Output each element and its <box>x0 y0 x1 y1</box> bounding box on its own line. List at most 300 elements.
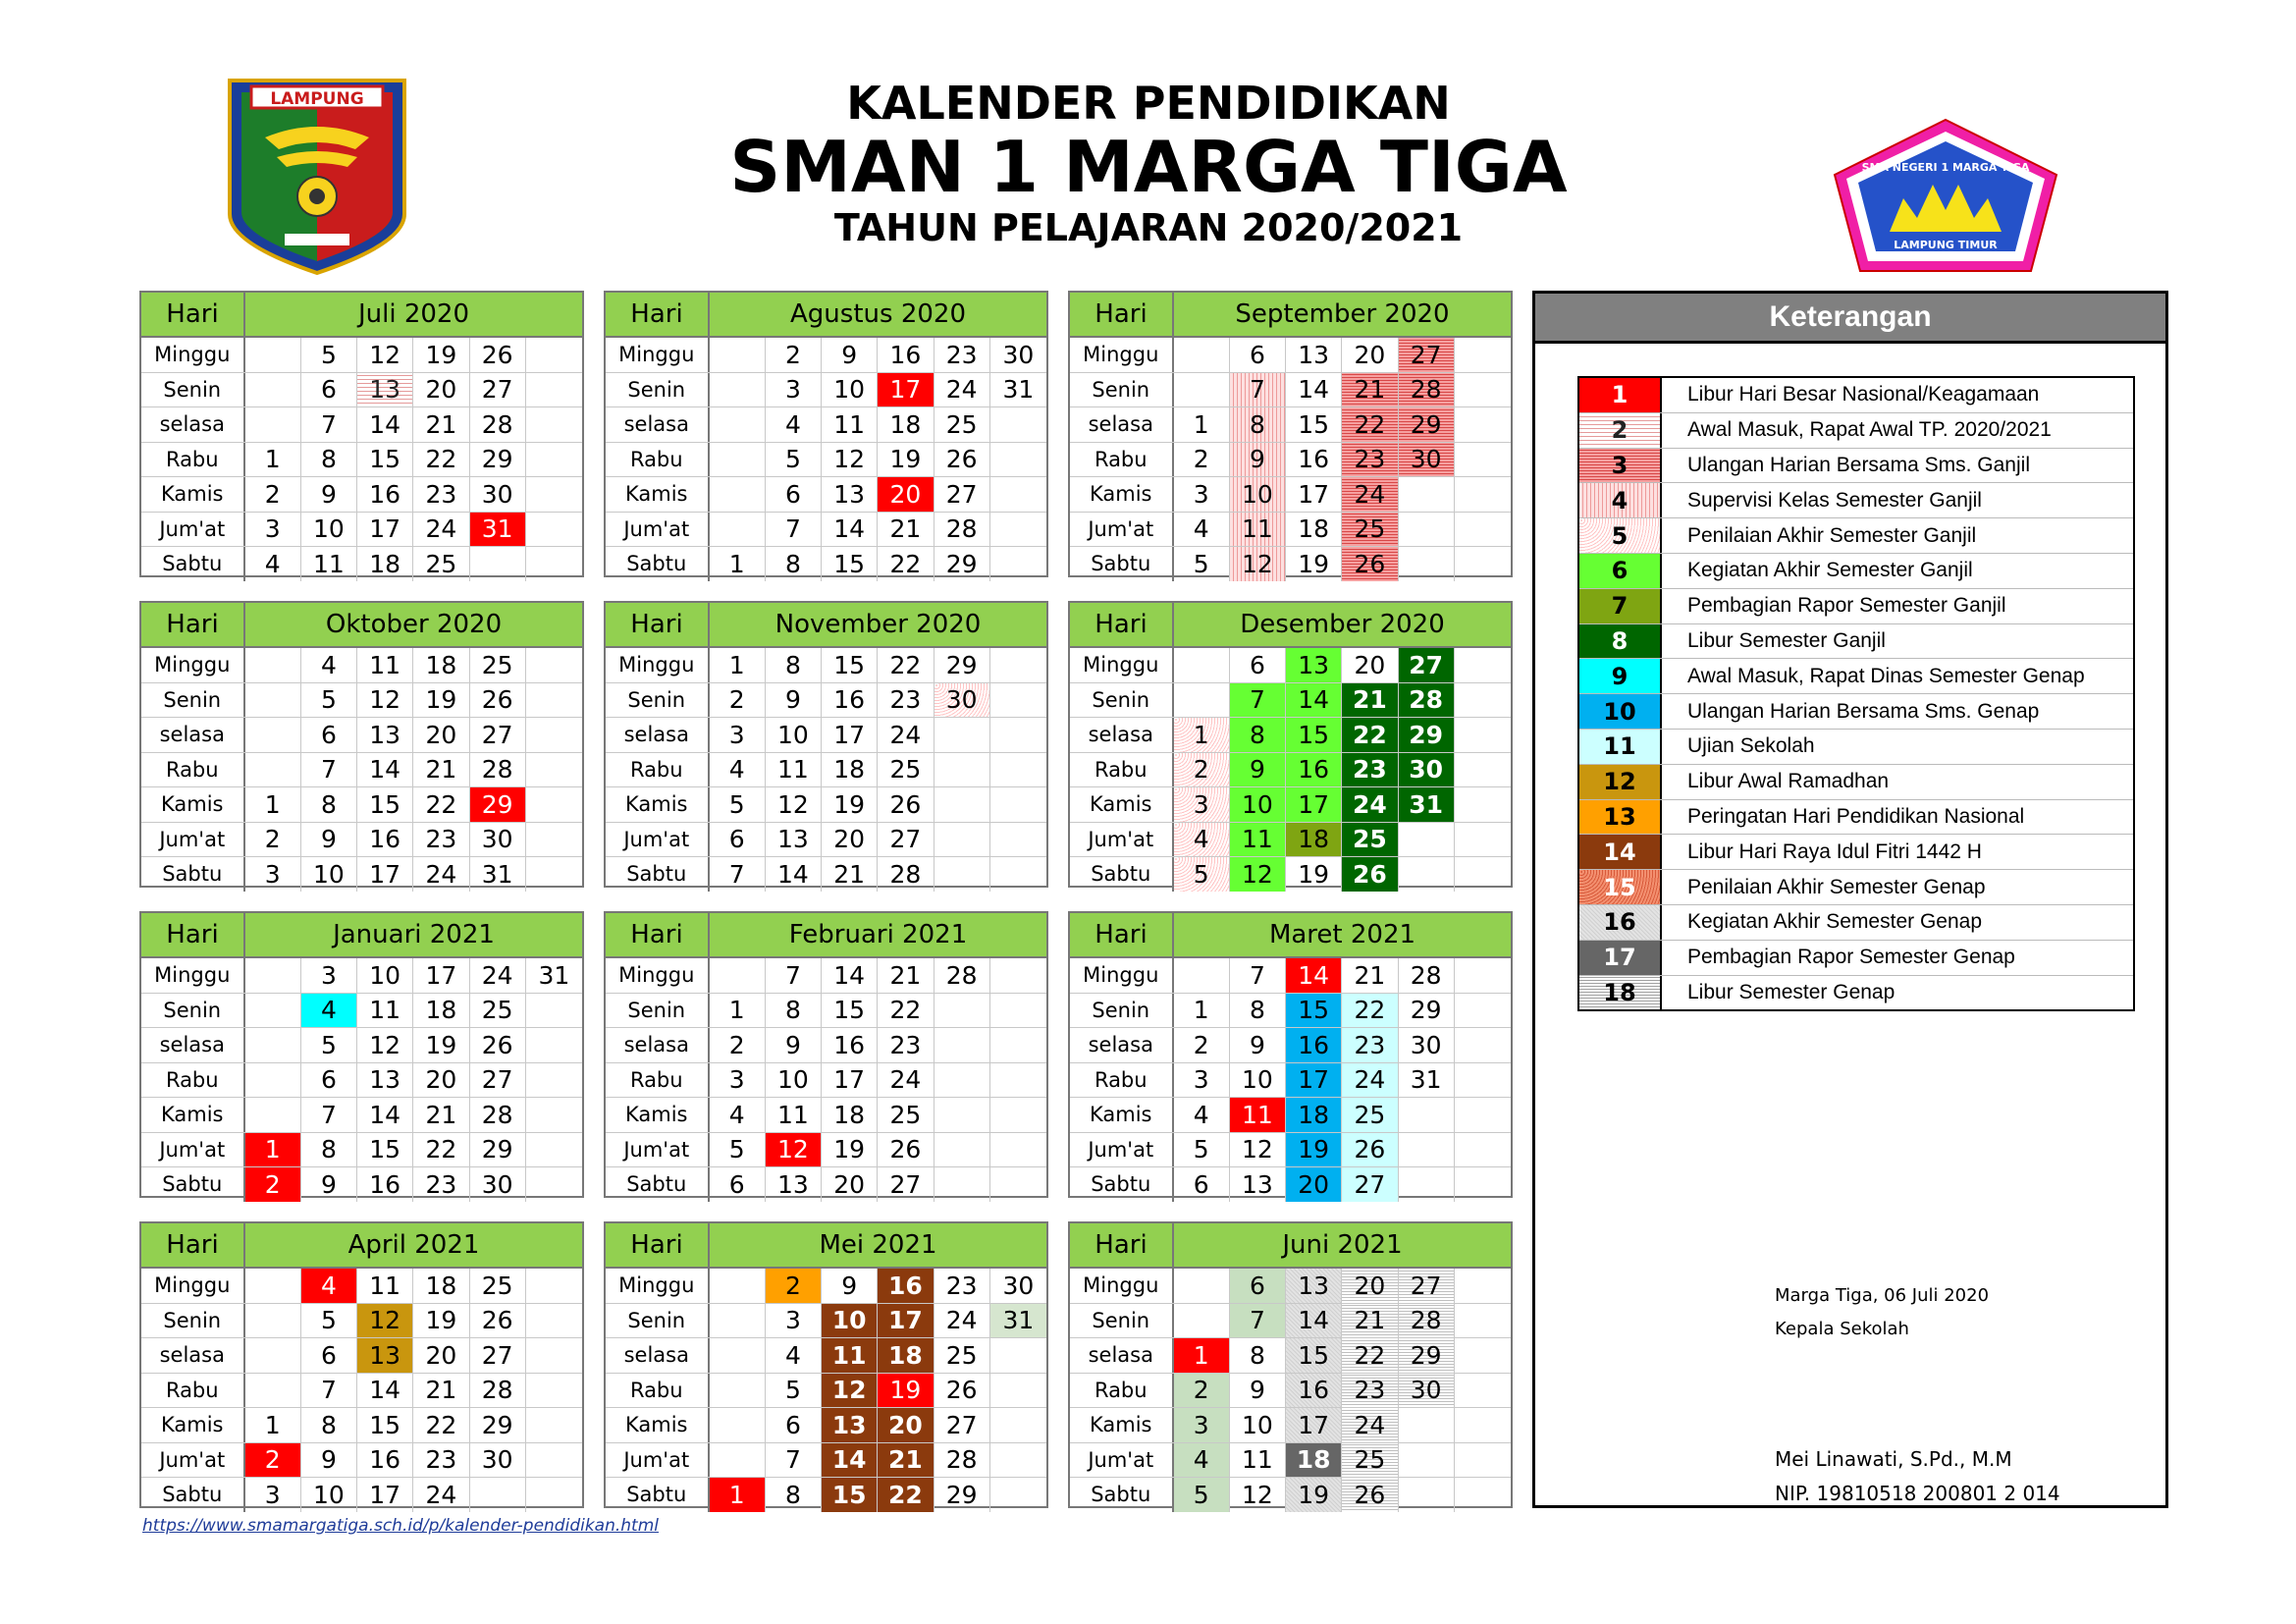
legend-row <box>1579 483 2133 518</box>
date-cell: 26 <box>1342 857 1398 892</box>
date-cell: 26 <box>470 1304 526 1338</box>
date-cell: 29 <box>1399 1338 1455 1373</box>
week-row <box>606 1133 1046 1168</box>
date-cell: 19 <box>1286 857 1342 892</box>
date-cell: 19 <box>413 338 469 372</box>
date-cell: 19 <box>822 1133 878 1167</box>
legend-row <box>1579 554 2133 589</box>
day-name: selasa <box>1070 1338 1174 1373</box>
date-cell <box>990 787 1046 822</box>
date-cell: 28 <box>934 1443 990 1478</box>
date-cell: 13 <box>822 477 878 512</box>
week-row <box>1070 1408 1511 1443</box>
date-cell <box>710 513 766 547</box>
date-cell <box>1399 857 1455 892</box>
date-cell: 22 <box>1342 994 1398 1028</box>
date-cell <box>1455 477 1511 512</box>
date-cell <box>1455 857 1511 892</box>
date-cell <box>934 1063 990 1098</box>
date-cell <box>934 1028 990 1062</box>
day-name: Rabu <box>1070 1063 1174 1098</box>
date-cell: 6 <box>1230 1269 1286 1303</box>
week-row <box>1070 1098 1511 1133</box>
date-cell <box>245 718 301 752</box>
date-cell <box>1455 1408 1511 1442</box>
legend-code: 14 <box>1579 835 1662 869</box>
date-cell <box>1399 1443 1455 1478</box>
day-name: Jum'at <box>1070 1443 1174 1478</box>
date-cell: 22 <box>413 1133 469 1167</box>
date-cell: 21 <box>878 958 934 993</box>
date-cell <box>1455 994 1511 1028</box>
date-cell: 16 <box>357 1167 413 1202</box>
date-cell: 15 <box>1286 1338 1342 1373</box>
hari-header: Hari <box>1070 293 1174 336</box>
day-name: Rabu <box>606 1374 710 1408</box>
date-cell <box>1399 513 1455 547</box>
legend-code: 8 <box>1579 624 1662 659</box>
date-cell <box>245 958 301 993</box>
date-cell: 10 <box>766 1063 822 1098</box>
school-name: SMAN 1 MARGA TIGA <box>729 126 1568 208</box>
date-cell <box>1455 958 1511 993</box>
date-cell: 14 <box>1286 373 1342 407</box>
date-cell: 28 <box>1399 1304 1455 1338</box>
date-cell <box>526 513 582 547</box>
day-name: Jum'at <box>141 1133 245 1167</box>
date-cell: 18 <box>413 1269 469 1303</box>
date-cell: 6 <box>301 718 357 752</box>
date-cell <box>1174 958 1230 993</box>
legend-description: Awal Masuk, Rapat Dinas Semester Genap <box>1687 664 2085 687</box>
day-name: Jum'at <box>1070 513 1174 547</box>
date-cell: 2 <box>766 1269 822 1303</box>
date-cell: 27 <box>1342 1167 1398 1202</box>
date-cell: 22 <box>1342 718 1398 752</box>
day-name: selasa <box>606 1338 710 1373</box>
date-cell: 22 <box>878 994 934 1028</box>
date-cell: 1 <box>1174 1338 1230 1373</box>
date-cell: 29 <box>470 787 526 822</box>
day-name: Minggu <box>141 958 245 993</box>
legend-row <box>1579 905 2133 941</box>
date-cell: 3 <box>710 1063 766 1098</box>
date-cell: 6 <box>766 1408 822 1442</box>
date-cell <box>526 857 582 892</box>
day-name: Sabtu <box>1070 547 1174 581</box>
week-row <box>606 823 1046 858</box>
date-cell: 5 <box>301 338 357 372</box>
date-cell: 10 <box>822 373 878 407</box>
date-cell: 23 <box>413 477 469 512</box>
day-name: Minggu <box>606 1269 710 1303</box>
date-cell: 8 <box>1230 994 1286 1028</box>
date-cell: 17 <box>413 958 469 993</box>
date-cell: 13 <box>357 373 413 407</box>
day-name: Minggu <box>606 958 710 993</box>
date-cell <box>990 1133 1046 1167</box>
day-name: Senin <box>141 683 245 718</box>
week-row <box>606 1028 1046 1063</box>
date-cell <box>245 1098 301 1132</box>
hari-header: Hari <box>141 293 245 336</box>
date-cell <box>1455 1443 1511 1478</box>
date-cell <box>1455 1478 1511 1512</box>
date-cell <box>1455 1167 1511 1202</box>
date-cell: 21 <box>1342 373 1398 407</box>
date-cell: 23 <box>934 338 990 372</box>
date-cell <box>1455 648 1511 682</box>
day-name: Kamis <box>606 787 710 822</box>
date-cell: 1 <box>1174 718 1230 752</box>
date-cell: 29 <box>470 1408 526 1442</box>
date-cell: 14 <box>1286 1304 1342 1338</box>
day-name: Rabu <box>606 443 710 477</box>
date-cell <box>990 407 1046 442</box>
day-name: Jum'at <box>141 513 245 547</box>
hari-header: Hari <box>606 603 710 646</box>
date-cell: 11 <box>766 753 822 787</box>
date-cell: 19 <box>1286 547 1342 581</box>
date-cell: 5 <box>301 683 357 718</box>
date-cell: 21 <box>413 1374 469 1408</box>
date-cell <box>1455 1133 1511 1167</box>
date-cell: 13 <box>357 1338 413 1373</box>
date-cell <box>934 1133 990 1167</box>
date-cell: 29 <box>470 443 526 477</box>
month-title: Februari 2021 <box>788 920 968 949</box>
week-row <box>1070 338 1511 373</box>
date-cell: 31 <box>1399 787 1455 822</box>
date-cell: 10 <box>357 958 413 993</box>
date-cell: 20 <box>878 477 934 512</box>
date-cell: 15 <box>822 648 878 682</box>
date-cell <box>990 1408 1046 1442</box>
legend-code: 11 <box>1579 730 1662 764</box>
date-cell <box>990 823 1046 857</box>
date-cell <box>990 753 1046 787</box>
school-logo-top-text: SMA NEGERI 1 MARGA TIGA <box>1861 161 2030 174</box>
date-cell: 16 <box>1286 753 1342 787</box>
legend-description: Pembagian Rapor Semester Genap <box>1687 946 2015 969</box>
day-name: Rabu <box>141 753 245 787</box>
date-cell: 22 <box>413 1408 469 1442</box>
date-cell <box>990 958 1046 993</box>
date-cell: 8 <box>766 994 822 1028</box>
date-cell: 28 <box>470 1374 526 1408</box>
date-cell: 9 <box>1230 1374 1286 1408</box>
date-cell <box>1399 1478 1455 1512</box>
date-cell: 9 <box>301 1443 357 1478</box>
date-cell <box>1455 753 1511 787</box>
week-row <box>606 1338 1046 1374</box>
date-cell <box>934 1167 990 1202</box>
week-row <box>606 373 1046 408</box>
week-row <box>141 1443 582 1479</box>
date-cell: 5 <box>1174 1478 1230 1512</box>
week-row <box>1070 1478 1511 1512</box>
date-cell <box>990 443 1046 477</box>
date-cell: 21 <box>1342 683 1398 718</box>
date-cell: 21 <box>1342 958 1398 993</box>
date-cell: 18 <box>822 1098 878 1132</box>
date-cell: 18 <box>413 648 469 682</box>
date-cell: 12 <box>357 683 413 718</box>
hari-header: Hari <box>1070 603 1174 646</box>
date-cell <box>526 547 582 581</box>
date-cell <box>1455 338 1511 372</box>
date-cell: 12 <box>822 443 878 477</box>
date-cell: 9 <box>301 1167 357 1202</box>
date-cell: 27 <box>1399 338 1455 372</box>
legend-code: 7 <box>1579 589 1662 623</box>
week-row <box>1070 547 1511 581</box>
date-cell: 25 <box>1342 823 1398 857</box>
date-cell <box>710 407 766 442</box>
date-cell <box>245 1374 301 1408</box>
date-cell: 5 <box>710 1133 766 1167</box>
date-cell: 14 <box>357 407 413 442</box>
day-name: selasa <box>141 1028 245 1062</box>
date-cell: 20 <box>413 373 469 407</box>
week-row <box>1070 994 1511 1029</box>
date-cell: 13 <box>766 1167 822 1202</box>
date-cell: 28 <box>1399 373 1455 407</box>
date-cell: 26 <box>878 1133 934 1167</box>
date-cell: 27 <box>934 1408 990 1442</box>
legend-code: 12 <box>1579 765 1662 799</box>
day-name: selasa <box>1070 1028 1174 1062</box>
week-row <box>141 753 582 788</box>
date-cell: 5 <box>301 1028 357 1062</box>
week-row <box>606 753 1046 788</box>
week-row <box>141 373 582 408</box>
date-cell <box>934 753 990 787</box>
week-row <box>141 1304 582 1339</box>
legend-description: Libur Semester Ganjil <box>1687 628 1886 652</box>
date-cell: 10 <box>301 857 357 892</box>
date-cell: 31 <box>470 513 526 547</box>
date-cell <box>470 1478 526 1512</box>
date-cell: 6 <box>710 823 766 857</box>
week-row <box>141 648 582 683</box>
date-cell: 19 <box>822 787 878 822</box>
date-cell <box>526 1098 582 1132</box>
date-cell <box>1455 1269 1511 1303</box>
date-cell: 11 <box>822 407 878 442</box>
legend-description: Penilaian Akhir Semester Genap <box>1687 875 1986 898</box>
month-title: Oktober 2020 <box>325 610 503 639</box>
date-cell <box>710 1443 766 1478</box>
legend-code: 4 <box>1579 483 1662 517</box>
date-cell <box>934 787 990 822</box>
date-cell: 16 <box>878 338 934 372</box>
date-cell: 23 <box>1342 443 1398 477</box>
week-row <box>606 338 1046 373</box>
date-cell: 12 <box>766 787 822 822</box>
date-cell: 3 <box>710 718 766 752</box>
day-name: Kamis <box>1070 477 1174 512</box>
day-name: Minggu <box>606 648 710 682</box>
date-cell: 18 <box>357 547 413 581</box>
date-cell: 20 <box>1342 338 1398 372</box>
date-cell: 11 <box>766 1098 822 1132</box>
date-cell: 30 <box>934 683 990 718</box>
date-cell: 27 <box>934 477 990 512</box>
week-row <box>141 547 582 581</box>
date-cell <box>1455 1374 1511 1408</box>
date-cell: 9 <box>1230 1028 1286 1062</box>
date-cell: 21 <box>878 513 934 547</box>
date-cell: 13 <box>357 718 413 752</box>
month-table <box>1068 911 1513 1198</box>
date-cell: 15 <box>1286 718 1342 752</box>
hari-header: Hari <box>141 913 245 956</box>
date-cell <box>990 1063 1046 1098</box>
date-cell: 24 <box>934 1304 990 1338</box>
date-cell: 29 <box>1399 407 1455 442</box>
date-cell <box>245 338 301 372</box>
week-row <box>1070 477 1511 513</box>
day-name: Sabtu <box>141 857 245 892</box>
date-cell: 5 <box>1174 1133 1230 1167</box>
date-cell <box>245 1063 301 1098</box>
day-name: Kamis <box>141 787 245 822</box>
date-cell: 19 <box>1286 1133 1342 1167</box>
week-row <box>141 1338 582 1374</box>
legend-row <box>1579 941 2133 976</box>
date-cell: 24 <box>413 513 469 547</box>
date-cell: 3 <box>1174 477 1230 512</box>
date-cell: 24 <box>413 857 469 892</box>
signature-place-date: Marga Tiga, 06 Juli 2020 <box>1775 1285 1990 1306</box>
date-cell <box>990 513 1046 547</box>
week-row <box>1070 1063 1511 1099</box>
legend-row <box>1579 765 2133 800</box>
date-cell <box>526 1408 582 1442</box>
hari-header: Hari <box>141 1223 245 1267</box>
day-name: Jum'at <box>606 1443 710 1478</box>
month-table <box>1068 291 1513 577</box>
date-cell: 4 <box>245 547 301 581</box>
week-row <box>606 1098 1046 1133</box>
date-cell <box>1399 1098 1455 1132</box>
legend-row <box>1579 624 2133 660</box>
date-cell <box>526 1269 582 1303</box>
day-name: Sabtu <box>606 1478 710 1512</box>
date-cell: 30 <box>1002 340 1035 369</box>
date-cell: 8 <box>1230 407 1286 442</box>
date-cell: 1 <box>710 1478 766 1512</box>
date-cell: 10 <box>766 718 822 752</box>
title-line-1: KALENDER PENDIDIKAN <box>846 77 1451 130</box>
legend-panel <box>1532 291 2168 1508</box>
week-row <box>606 407 1046 443</box>
date-cell: 20 <box>1342 648 1398 682</box>
date-cell: 29 <box>1399 994 1455 1028</box>
date-cell <box>990 718 1046 752</box>
date-cell: 24 <box>470 958 526 993</box>
date-cell: 20 <box>413 1063 469 1098</box>
date-cell: 9 <box>1230 753 1286 787</box>
date-cell: 8 <box>301 787 357 822</box>
hari-header: Hari <box>606 1223 710 1267</box>
date-cell: 1 <box>710 547 766 581</box>
date-cell: 4 <box>766 1338 822 1373</box>
date-cell: 25 <box>934 1338 990 1373</box>
legend-row <box>1579 694 2133 730</box>
week-row <box>606 994 1046 1029</box>
day-name: selasa <box>141 1338 245 1373</box>
legend-code: 16 <box>1579 905 1662 940</box>
date-cell: 12 <box>766 1133 822 1167</box>
date-cell: 7 <box>301 753 357 787</box>
date-cell: 23 <box>934 1269 990 1303</box>
date-cell <box>526 683 582 718</box>
week-row <box>1070 1443 1511 1479</box>
date-cell: 28 <box>878 857 934 892</box>
date-cell: 21 <box>413 407 469 442</box>
date-cell: 17 <box>822 1063 878 1098</box>
day-name: Kamis <box>141 1098 245 1132</box>
week-row <box>141 407 582 443</box>
day-name: Rabu <box>141 1374 245 1408</box>
date-cell <box>1455 718 1511 752</box>
date-cell: 9 <box>822 338 878 372</box>
day-name: selasa <box>606 718 710 752</box>
month-title: Mei 2021 <box>819 1230 937 1260</box>
legend-description: Kegiatan Akhir Semester Ganjil <box>1687 559 1973 582</box>
footer-link[interactable]: https://www.smamargatiga.sch.id/p/kalender-pendidikan.html <box>142 1516 659 1536</box>
date-cell: 21 <box>1342 1304 1398 1338</box>
date-cell: 22 <box>878 547 934 581</box>
week-row <box>1070 1269 1511 1304</box>
week-row <box>141 513 582 548</box>
day-name: Senin <box>606 994 710 1028</box>
academic-year: TAHUN PELAJARAN 2020/2021 <box>833 206 1464 249</box>
date-cell: 1 <box>1174 407 1230 442</box>
date-cell: 20 <box>1342 1269 1398 1303</box>
day-name: Minggu <box>141 1269 245 1303</box>
date-cell: 23 <box>1342 1374 1398 1408</box>
legend-row <box>1579 870 2133 905</box>
date-cell: 14 <box>822 1443 878 1478</box>
month-table <box>604 911 1048 1198</box>
date-cell: 3 <box>766 1304 822 1338</box>
date-cell <box>1399 1408 1455 1442</box>
date-cell: 10 <box>1230 1408 1286 1442</box>
date-cell: 3 <box>245 857 301 892</box>
date-cell: 31 <box>1399 1063 1455 1098</box>
day-name: Senin <box>606 373 710 407</box>
date-cell: 5 <box>301 1304 357 1338</box>
lampung-crest-logo <box>226 77 408 277</box>
legend-code: 9 <box>1579 659 1662 693</box>
date-cell: 12 <box>1230 1133 1286 1167</box>
day-name: Minggu <box>141 338 245 372</box>
date-cell: 30 <box>1399 1028 1455 1062</box>
date-cell: 29 <box>934 547 990 581</box>
date-cell: 3 <box>301 958 357 993</box>
date-cell: 2 <box>1174 443 1230 477</box>
date-cell: 12 <box>357 338 413 372</box>
week-row <box>141 994 582 1029</box>
date-cell: 15 <box>1286 994 1342 1028</box>
date-cell: 6 <box>1230 338 1286 372</box>
date-cell: 22 <box>413 443 469 477</box>
date-cell: 23 <box>413 823 469 857</box>
date-cell: 26 <box>470 1028 526 1062</box>
